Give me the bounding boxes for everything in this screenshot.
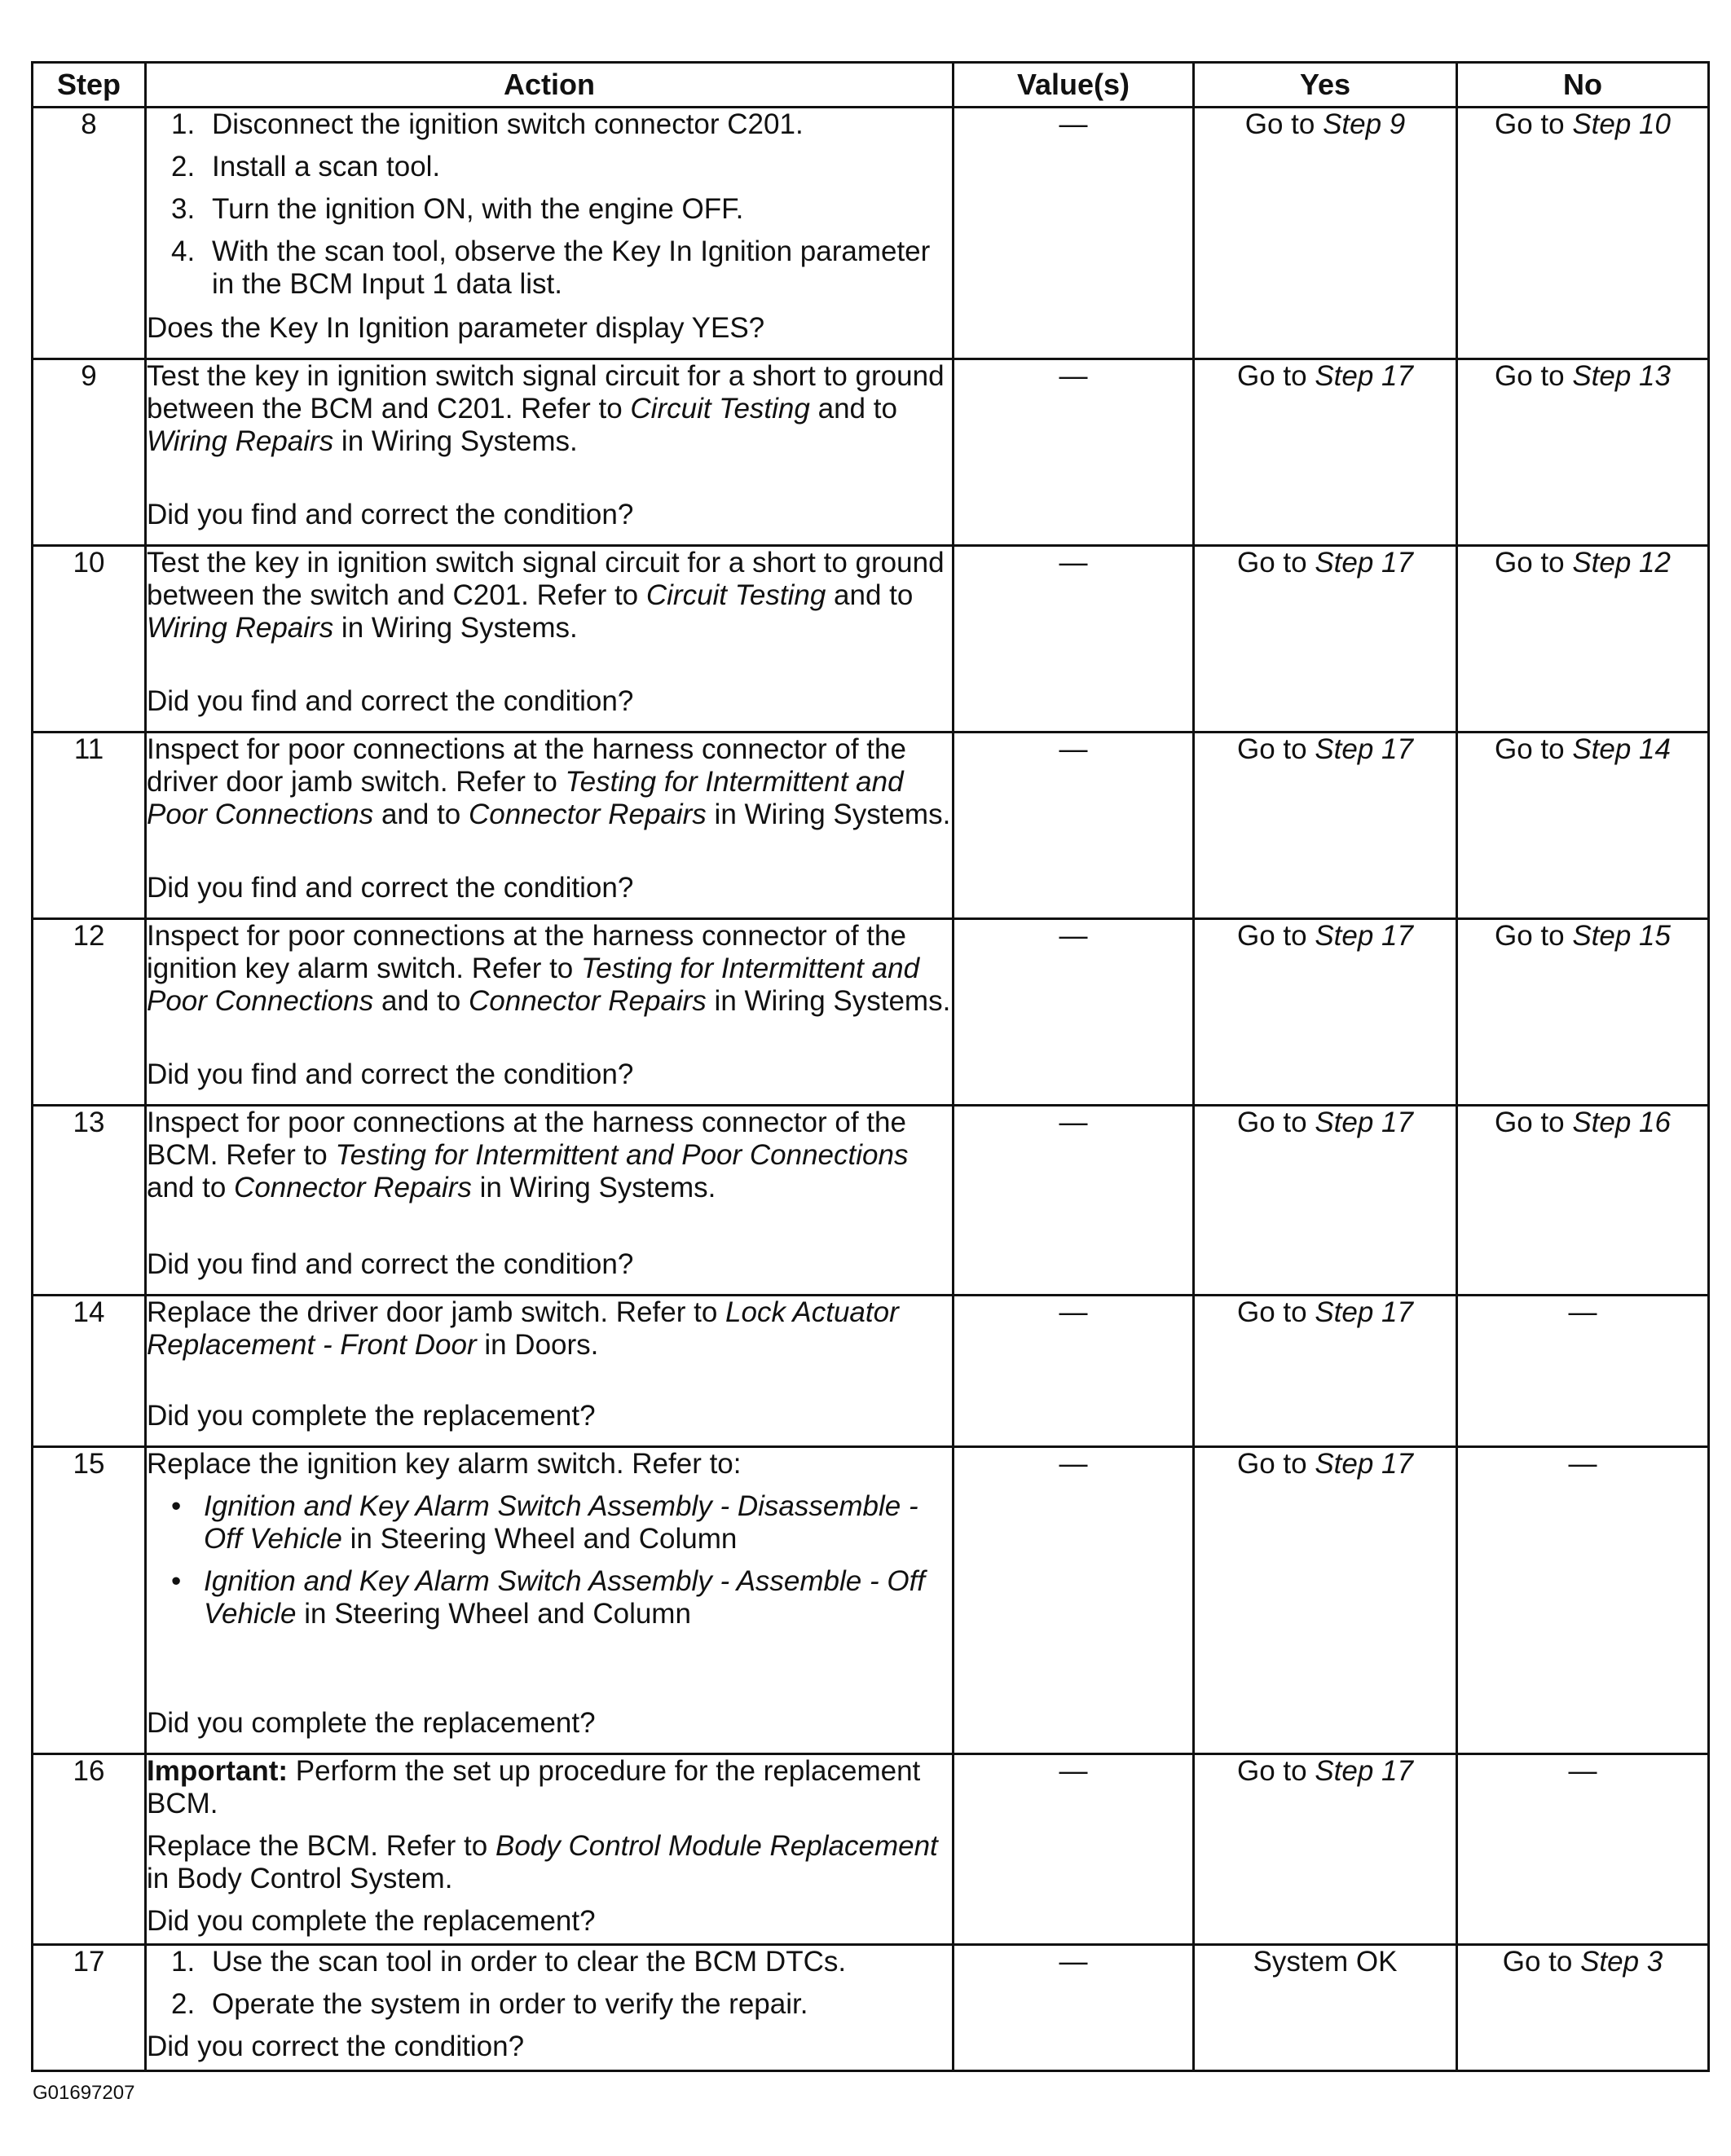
text-segment: in Steering Wheel and Column [341, 1523, 738, 1555]
value-cell: — [954, 733, 1194, 919]
text-segment: in Wiring Systems. [333, 612, 578, 644]
result-value: System OK [1253, 1946, 1398, 1978]
result-value: Go to Step 3 [1502, 1946, 1663, 1978]
table-row [33, 108, 1709, 359]
yes-result [1194, 1106, 1457, 1296]
italic-reference: Connector Repairs [234, 1172, 472, 1203]
figure-id: G01697207 [33, 2082, 135, 2104]
text-segment: in Body Control System. [147, 1863, 453, 1894]
text-segment: Inspect for poor connections at the harness connector of the driver door jamb switch. Refer to [147, 733, 906, 798]
result-value: Go to Step 17 [1237, 1755, 1413, 1787]
step-reference: Step 17 [1315, 1296, 1413, 1328]
result-value: Go to Step 17 [1237, 1107, 1413, 1138]
value-cell: — [954, 359, 1194, 546]
header-step: Step [33, 63, 146, 108]
spacer [147, 1640, 952, 1707]
action-content [147, 108, 952, 345]
bullet-item [171, 1490, 952, 1555]
yes-result [1194, 733, 1457, 919]
numbered-step [171, 193, 952, 226]
item-text [212, 235, 952, 301]
action-question: Did you find and correct the condition? [147, 872, 634, 904]
no-result [1457, 108, 1709, 359]
table-row [33, 546, 1709, 733]
text-segment: Operate the system in order to verify the repair. [212, 1988, 808, 2020]
step-number: 16 [33, 1754, 146, 1945]
action-cell [146, 1754, 954, 1945]
step-reference: Step 17 [1315, 1107, 1413, 1138]
step-reference: Step 17 [1315, 547, 1413, 579]
step-index: 2. [171, 151, 196, 183]
value-cell: — [954, 546, 1194, 733]
spacer [147, 1027, 952, 1058]
value-cell: — [954, 1106, 1194, 1296]
result-value: — [1568, 1296, 1597, 1328]
bold-label: Important: [147, 1755, 288, 1787]
result-value: Go to Step 17 [1237, 360, 1413, 392]
step-number: 9 [33, 359, 146, 546]
yes-result [1194, 108, 1457, 359]
step-index: 3. [171, 193, 196, 225]
text-segment: Inspect for poor connections at the harness connector of the BCM. Refer to [147, 1107, 906, 1171]
no-result [1457, 1106, 1709, 1296]
step-index: 2. [171, 1988, 196, 2020]
text-segment: Replace the BCM. Refer to [147, 1830, 496, 1862]
table-row [33, 1945, 1709, 2071]
value-cell: — [954, 1754, 1194, 1945]
text-segment: Perform the set up procedure for the replacement BCM. [147, 1755, 921, 1819]
text-segment: and to [826, 579, 914, 611]
result-value: — [1568, 1755, 1597, 1787]
value-cell: — [954, 1447, 1194, 1754]
numbered-step [171, 108, 952, 141]
no-result [1457, 1296, 1709, 1447]
italic-reference: Circuit Testing [645, 579, 826, 611]
step-number: 10 [33, 546, 146, 733]
result-value: Go to Step 14 [1495, 733, 1671, 765]
step-number: 15 [33, 1447, 146, 1754]
italic-reference: Ignition and Key Alarm Switch Assembly - Assemble - Off Vehicle [204, 1565, 926, 1630]
text-segment: in Wiring Systems. [471, 1172, 716, 1203]
italic-reference: Connector Repairs [469, 985, 707, 1017]
item-text [212, 1988, 952, 2021]
value-cell: — [954, 108, 1194, 359]
result-value: Go to Step 15 [1495, 920, 1671, 952]
numbered-step [171, 235, 952, 301]
numbered-step [171, 1988, 952, 2021]
action-paragraph [147, 547, 952, 645]
step-reference: Step 17 [1315, 920, 1413, 952]
result-value: Go to Step 13 [1495, 360, 1671, 392]
table-row [33, 359, 1709, 546]
action-cell [146, 1106, 954, 1296]
italic-reference: Testing for Intermittent and Poor Connections [335, 1139, 909, 1171]
bullet-marker: • [171, 1565, 182, 1597]
yes-result [1194, 1754, 1457, 1945]
italic-reference: Testing for Intermittent and Poor Connections [147, 766, 904, 830]
action-cell [146, 1296, 954, 1447]
step-number: 12 [33, 919, 146, 1106]
italic-reference: Body Control Module Replacement [495, 1830, 938, 1862]
spacer [147, 1371, 952, 1400]
item-text [204, 1490, 952, 1555]
yes-result [1194, 1296, 1457, 1447]
action-content [147, 920, 952, 1091]
italic-reference: Lock Actuator Replacement - Front Door [147, 1296, 899, 1361]
step-reference: Step 17 [1315, 733, 1413, 765]
result-value: Go to Step 17 [1237, 1448, 1413, 1480]
text-segment: Disconnect the ignition switch connector C201. [212, 108, 804, 140]
action-cell [146, 919, 954, 1106]
bullet-item [171, 1565, 952, 1630]
text-segment: in Wiring Systems. [706, 985, 951, 1017]
action-cell [146, 546, 954, 733]
result-value: Go to Step 17 [1237, 1296, 1413, 1328]
italic-reference: Wiring Repairs [147, 612, 334, 644]
no-result [1457, 1754, 1709, 1945]
text-segment: and to [147, 1172, 235, 1203]
step-number: 17 [33, 1945, 146, 2071]
action-paragraph [147, 1296, 952, 1362]
step-reference: Step 9 [1323, 108, 1406, 140]
action-question: Did you complete the replacement? [147, 1400, 596, 1432]
table-row [33, 1754, 1709, 1945]
italic-reference: Connector Repairs [469, 799, 707, 830]
action-cell [146, 1945, 954, 2071]
text-segment: Turn the ignition ON, with the engine OFF. [212, 193, 744, 225]
action-cell [146, 733, 954, 919]
no-result [1457, 733, 1709, 919]
action-paragraph [147, 920, 952, 1018]
result-value: Go to Step 17 [1237, 920, 1413, 952]
no-result [1457, 546, 1709, 733]
italic-reference: Ignition and Key Alarm Switch Assembly - Disassemble - Off Vehicle [204, 1490, 918, 1555]
step-reference: Step 15 [1572, 920, 1671, 952]
yes-result [1194, 1447, 1457, 1754]
yes-result [1194, 359, 1457, 546]
step-reference: Step 17 [1315, 1448, 1413, 1480]
text-segment: in Steering Wheel and Column [296, 1598, 691, 1630]
action-paragraph [147, 360, 952, 458]
action-content [147, 1107, 952, 1281]
text-segment: Test the key in ignition switch signal circuit for a short to ground between the BCM and C201. Refer to [147, 360, 945, 425]
action-paragraph [147, 1107, 952, 1204]
action-cell [146, 1447, 954, 1754]
step-reference: Step 3 [1580, 1946, 1663, 1978]
step-index: 1. [171, 108, 196, 140]
action-content [147, 1448, 952, 1740]
italic-reference: Wiring Repairs [147, 425, 334, 457]
header-action: Action [146, 63, 954, 108]
result-value: Go to Step 16 [1495, 1107, 1671, 1138]
text-segment: Install a scan tool. [212, 151, 441, 183]
item-text [212, 108, 952, 141]
no-result [1457, 1447, 1709, 1754]
text-segment: Replace the driver door jamb switch. Refer to [147, 1296, 726, 1328]
value-cell: — [954, 1945, 1194, 2071]
action-content [147, 1946, 952, 2063]
step-reference: Step 16 [1572, 1107, 1671, 1138]
table-row [33, 919, 1709, 1106]
action-question: Did you correct the condition? [147, 2031, 525, 2062]
action-content [147, 360, 952, 531]
item-text [204, 1565, 952, 1630]
step-reference: Step 17 [1315, 360, 1413, 392]
spacer [147, 1214, 952, 1248]
table-row [33, 1296, 1709, 1447]
numbered-step [171, 1946, 952, 1978]
action-question: Did you find and correct the condition? [147, 685, 634, 717]
italic-reference: Testing for Intermittent and Poor Connections [147, 953, 920, 1017]
text-segment: in Wiring Systems. [333, 425, 578, 457]
text-segment: and to [373, 799, 469, 830]
header-yes: Yes [1194, 63, 1457, 108]
step-reference: Step 10 [1572, 108, 1671, 140]
yes-result [1194, 546, 1457, 733]
action-question: Did you find and correct the condition? [147, 499, 634, 530]
table-row [33, 1106, 1709, 1296]
action-paragraph [147, 1830, 952, 1895]
header-values: Value(s) [954, 63, 1194, 108]
text-segment: in Wiring Systems. [706, 799, 951, 830]
text-segment: and to [373, 985, 469, 1017]
result-value: Go to Step 17 [1237, 547, 1413, 579]
action-question: Does the Key In Ignition parameter display YES? [147, 312, 765, 344]
action-paragraph [147, 1755, 952, 1820]
value-cell: — [954, 1296, 1194, 1447]
step-reference: Step 17 [1315, 1755, 1413, 1787]
item-text [212, 193, 952, 226]
step-index: 1. [171, 1946, 196, 1978]
value-cell: — [954, 919, 1194, 1106]
header-no: No [1457, 63, 1709, 108]
step-number: 8 [33, 108, 146, 359]
yes-result [1194, 919, 1457, 1106]
numbered-step [171, 151, 952, 183]
result-value: — [1568, 1448, 1597, 1480]
result-value: Go to Step 12 [1495, 547, 1671, 579]
action-cell [146, 108, 954, 359]
spacer [147, 654, 952, 685]
bullet-marker: • [171, 1490, 182, 1522]
action-content [147, 1296, 952, 1432]
no-result [1457, 919, 1709, 1106]
text-segment: Replace the ignition key alarm switch. Refer to: [147, 1448, 742, 1480]
table-row [33, 1447, 1709, 1754]
action-content [147, 1755, 952, 1938]
result-value: Go to Step 9 [1244, 108, 1406, 140]
step-reference: Step 12 [1572, 547, 1671, 579]
yes-result [1194, 1945, 1457, 2071]
step-index: 4. [171, 235, 196, 267]
no-result [1457, 359, 1709, 546]
action-cell [146, 359, 954, 546]
step-number: 11 [33, 733, 146, 919]
diagnostic-table [31, 61, 1710, 2072]
no-result [1457, 1945, 1709, 2071]
text-segment: Use the scan tool in order to clear the BCM DTCs. [212, 1946, 847, 1978]
text-segment: Inspect for poor connections at the harness connector of the ignition key alarm switch. Refer to [147, 920, 906, 984]
action-question: Did you complete the replacement? [147, 1905, 596, 1937]
table-row [33, 733, 1709, 919]
item-text [212, 151, 952, 183]
result-value: Go to Step 17 [1237, 733, 1413, 765]
action-paragraph [147, 1448, 952, 1481]
action-question: Did you find and correct the condition? [147, 1058, 634, 1090]
text-segment: and to [809, 393, 897, 425]
result-value: Go to Step 10 [1495, 108, 1671, 140]
text-segment: in Doors. [476, 1329, 599, 1361]
action-content [147, 547, 952, 718]
header-row [33, 63, 1709, 108]
action-content [147, 733, 952, 904]
item-text [212, 1946, 952, 1978]
step-reference: Step 14 [1572, 733, 1671, 765]
step-reference: Step 13 [1572, 360, 1671, 392]
step-number: 13 [33, 1106, 146, 1296]
text-segment: With the scan tool, observe the Key In Ignition parameter in the BCM Input 1 data list. [212, 235, 931, 300]
italic-reference: Circuit Testing [630, 393, 810, 425]
action-question: Did you complete the replacement? [147, 1707, 596, 1739]
action-question: Did you find and correct the condition? [147, 1248, 634, 1280]
action-paragraph [147, 733, 952, 831]
text-segment: Test the key in ignition switch signal circuit for a short to ground between the switch and C201. Refer to [147, 547, 945, 611]
spacer [147, 841, 952, 872]
spacer [147, 468, 952, 499]
step-number: 14 [33, 1296, 146, 1447]
